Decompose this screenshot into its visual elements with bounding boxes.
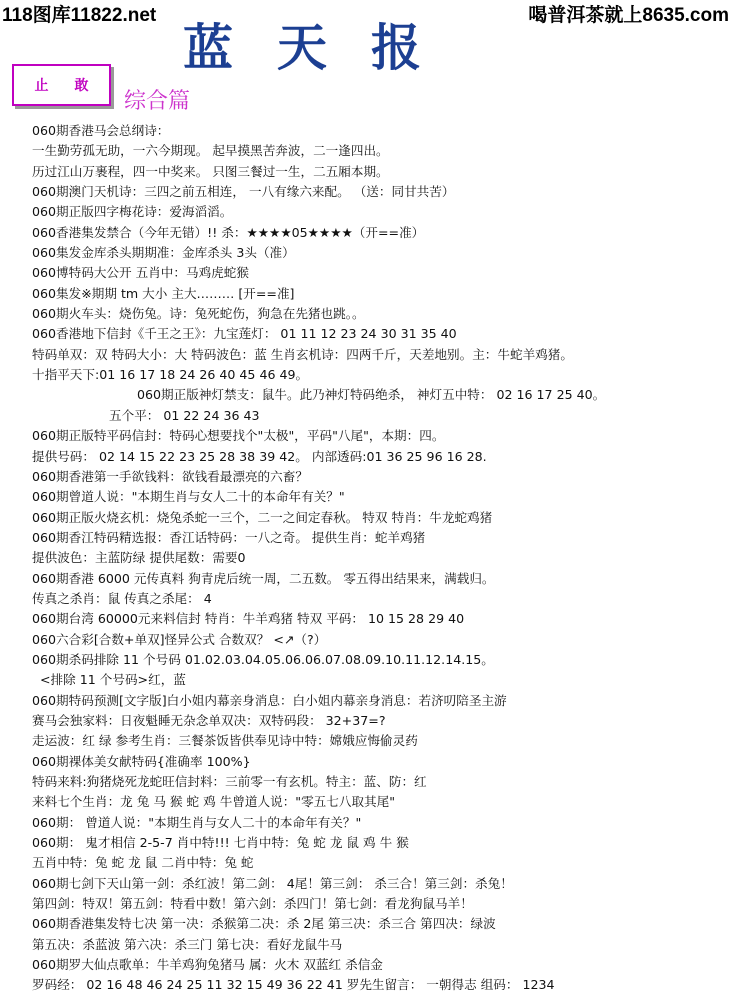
- text-line: 060期罗大仙点歌单：牛羊鸡狗兔猪马 属：火木 双蓝红 杀信金: [32, 957, 383, 973]
- site-watermark-right: 喝普洱茶就上8635.com: [528, 5, 729, 26]
- text-line: 060期香港集发特七决 第一决：杀猴第二决：杀 2尾 第三决：杀三合 第四决：绿波: [32, 916, 496, 932]
- text-line: 第五决：杀蓝波 第六决：杀三门 第七决：看好龙鼠牛马: [32, 936, 343, 952]
- text-line: 走运波：红 绿 参考生肖：三餐茶饭皆供奉见诗中特：嫦娥应悔偷灵药: [32, 733, 418, 749]
- text-line: 历过江山万裹程，四一中奖来。 只图三餐过一生，二五厢本期。: [32, 163, 389, 179]
- text-line: <排除 11 个号码>红，蓝: [40, 672, 186, 688]
- text-line: 060期： 曾道人说："本期生肖与女人二十的本命年有关？": [32, 814, 362, 830]
- text-line: 060集发金库杀头期期准：金库杀头 3头（准）: [32, 245, 295, 261]
- text-line: 060期曾道人说："本期生肖与女人二十的本命年有关？": [32, 489, 345, 505]
- text-line: 罗码经： 02 16 48 46 24 25 11 32 15 49 36 22 41 罗先生留言： 一朝得志 组码： 1234: [32, 977, 555, 993]
- text-line: 一生勤劳孤无助，一六今期现。 起早摸黑苦奔波，二一逢四出。: [32, 143, 389, 159]
- text-line: 特码单双：双 特码大小：大 特码波色：蓝 生肖玄机诗：四两千斤，天差地别。主：牛蛇羊鸡猪。: [32, 346, 573, 362]
- text-line: 提供波色：主蓝防绿 提供尾数：需要0: [32, 550, 246, 566]
- stamp-left-char: 止: [34, 78, 49, 94]
- text-line: 五肖中特：兔 蛇 龙 鼠 二肖中特：兔 蛇: [32, 855, 254, 871]
- text-line: 060期裸体美女献特码{准确率 100%}: [32, 753, 251, 769]
- text-line: 060期香港马会总纲诗：: [32, 123, 170, 138]
- text-line: 060期正版四字梅花诗：爱海滔滔。: [32, 204, 233, 220]
- masthead-title: 蓝天报: [183, 18, 465, 77]
- site-watermark-left: 118图库11822.net: [2, 5, 157, 26]
- text-line: 060香港地下信封《千王之王》：九宝莲灯： 01 11 12 23 24 30 31 35 40: [32, 326, 457, 342]
- text-line: 060六合彩[合数+单双]怪异公式 合数双？ <↗（?）: [32, 631, 327, 647]
- text-line: 060期： 鬼才相信 2-5-7 肖中特!!! 七肖中特：兔 蛇 龙 鼠 鸡 牛 猴: [32, 835, 409, 851]
- text-line: 060期香江特码精选报：香江话特码：一八之奇。 提供生肖：蛇羊鸡猪: [32, 529, 426, 545]
- text-line: 传真之杀肖：鼠 传真之杀尾： 4: [32, 590, 212, 606]
- text-line: 060期正版火烧玄机：烧兔杀蛇一三个，二一之间定春秋。 特双 特肖：牛龙蛇鸡猪: [32, 509, 493, 525]
- text-line: 060期澳门天机诗：三四之前五相连， 一八有缘六来配。 （送：同甘共苦）: [32, 184, 455, 200]
- text-line: 060期七剑下天山第一剑：杀红波！第二剑： 4尾！第三剑： 杀三合！第三剑：杀兔！: [32, 875, 513, 891]
- text-line: 060期台湾 60000元来料信封 特肖：牛羊鸡猪 特双 平码： 10 15 28 29 40: [32, 611, 465, 627]
- text-line: 第四剑：特双！第五剑：特看中数！第六剑：杀四门！第七剑：看龙狗鼠马羊！: [32, 896, 473, 912]
- text-line: 十指平天下:01 16 17 18 24 26 40 45 46 49。: [32, 367, 309, 383]
- content-body: [32, 121, 732, 996]
- section-title: 综合篇: [124, 89, 191, 114]
- text-line: 赛马会独家料：日夜魁睡无杂念单双决：双特码段： 32+37=?: [32, 712, 386, 728]
- stamp-right-char: 敢: [74, 78, 89, 94]
- text-line: 特码来料:狗猪烧死龙蛇旺信封料：三前零一有玄机。特主：蓝、防：红: [32, 774, 427, 789]
- text-line: 060期香港 6000 元传真料 狗青虎后统一周，二五数。 零五得出结果来，满载归。: [32, 570, 495, 586]
- text-line: 提供号码： 02 14 15 22 23 25 28 38 39 42。 内部透码:01 36 25 96 16 28.: [32, 448, 487, 464]
- stamp-box: [12, 64, 111, 106]
- text-line: 060期杀码排除 11 个号码 01.02.03.04.05.06.06.07.08.09.10.11.12.14.15。: [32, 651, 494, 667]
- text-line: 060期香港第一手欲钱料：欲钱看最漂亮的六畜？: [32, 468, 308, 484]
- text-line: 五个平： 01 22 24 36 43: [109, 407, 260, 423]
- text-line: 来料七个生肖：龙 兔 马 猴 蛇 鸡 牛曾道人说："零五七八取其尾": [32, 794, 396, 810]
- text-line: 060期火车头：烧伤兔。诗：兔死蛇伤，狗急在先猪也跳。。: [32, 306, 365, 322]
- text-line: 060香港集发禁合（今年无错）!! 杀：★★★★05★★★★（开==准）: [32, 224, 425, 240]
- text-line: 060集发※期期 tm 大小 主大……… [开==准]: [32, 285, 295, 301]
- text-line: 060期特码预测[文字版]白小姐内幕亲身消息：白小姐内幕亲身消息：若济叨陪圣主游: [32, 692, 507, 708]
- text-line: 060博特码大公开 五肖中：马鸡虎蛇猴: [32, 265, 249, 281]
- text-line: 060期正版神灯禁支：鼠牛。此乃神灯特码绝杀， 神灯五中特： 02 16 17 25 40。: [137, 387, 606, 403]
- text-line: 060期正版特平码信封：特码心想要找个"太极"，平码"八尾"，本期：四。: [32, 428, 445, 444]
